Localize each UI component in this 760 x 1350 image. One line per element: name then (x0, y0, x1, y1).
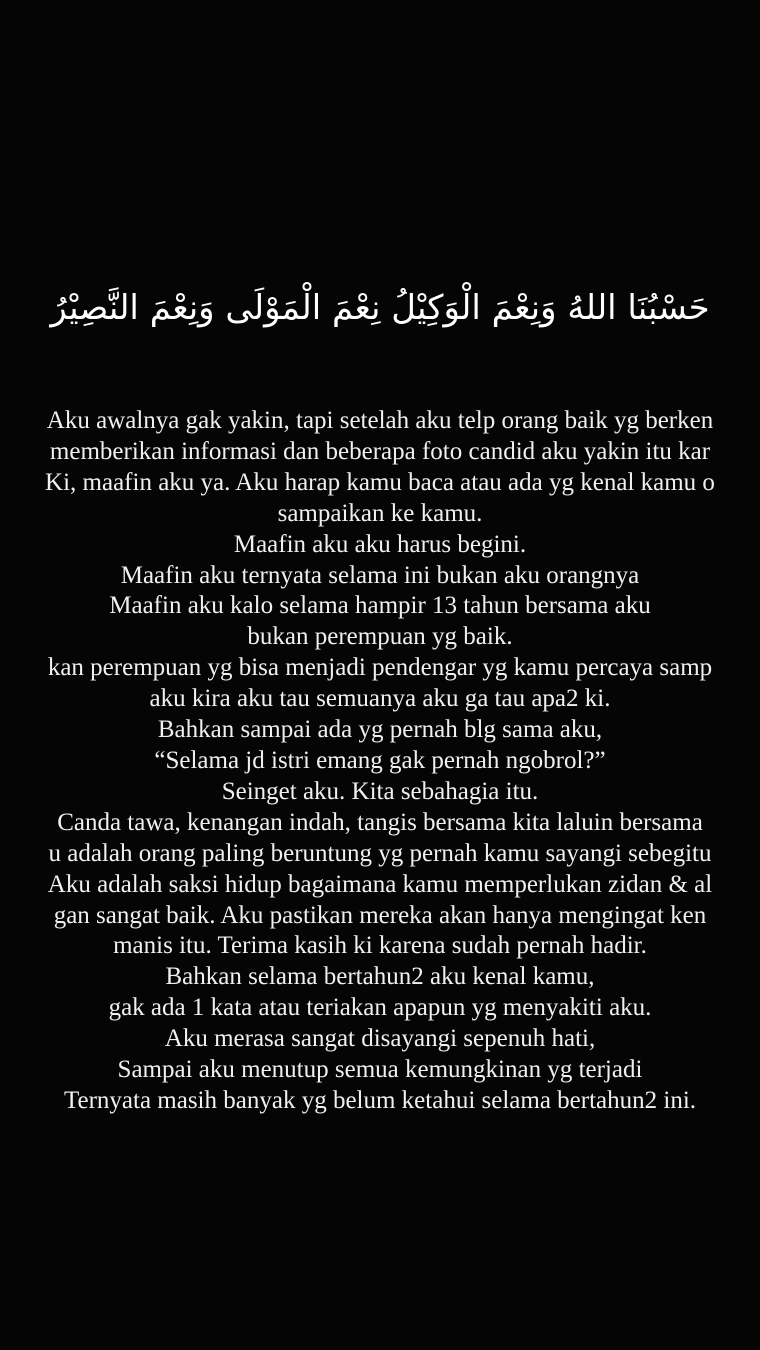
message-line: kan perempuan yg bisa menjadi pendengar yg kamu percaya samp (47, 654, 713, 682)
message-line: Maafin aku kalo selama hampir 13 tahun bersama aku (109, 592, 651, 620)
message-line: “Selama jd istri emang gak pernah ngobrol?” (154, 746, 606, 774)
message-line: bukan perempuan yg baik. (247, 623, 513, 651)
message-line: manis itu. Terima kasih ki karena sudah pernah hadir. (113, 932, 647, 960)
message-line: sampaikan ke kamu. (277, 499, 483, 527)
message-line: Sampai aku menutup semua kemungkinan yg terjadi (117, 1056, 643, 1084)
message-line: Seinget aku. Kita sebahagia itu. (221, 777, 539, 805)
message-line: gak ada 1 kata atau teriakan apapun yg menyakiti aku. (108, 994, 652, 1022)
message-text (0, 406, 760, 1117)
message-line: Aku adalah saksi hidup bagaimana kamu memperlukan zidan & al (47, 870, 713, 898)
message-line: memberikan informasi dan beberapa foto candid aku yakin itu kar (49, 437, 711, 465)
message-line: Ki, maafin aku ya. Aku harap kamu baca atau ada yg kenal kamu o (45, 468, 715, 496)
message-line: Canda tawa, kenangan indah, tangis bersama kita laluin bersama (57, 808, 703, 836)
arabic-heading: حَسْبُنَا اللهُ وَنِعْمَ الْوَكِيْلُ نِعْمَ الْمَوْلَى وَنِعْمَ النَّصِيْرُ (50, 288, 710, 328)
message-line: u adalah orang paling beruntung yg pernah kamu sayangi sebegitu (48, 839, 712, 867)
message-line: Maafin aku ternyata selama ini bukan aku orangnya (120, 561, 640, 589)
message-line: Bahkan selama bertahun2 aku kenal kamu, (165, 963, 595, 991)
message-line: Aku awalnya gak yakin, tapi setelah aku telp orang baik yg berken (46, 407, 714, 434)
message-line: Maafin aku aku harus begini. (233, 530, 527, 558)
message-line: aku kira aku tau semuanya aku ga tau apa2 ki. (149, 685, 611, 713)
message-line: Bahkan sampai ada yg pernah blg sama aku, (157, 716, 603, 744)
message-line: Ternyata masih banyak yg belum ketahui selama bertahun2 ini. (63, 1086, 697, 1114)
message-line: gan sangat baik. Aku pastikan mereka akan hanya mengingat ken (53, 901, 707, 929)
message-line: Aku merasa sangat disayangi sepenuh hati, (164, 1025, 596, 1053)
